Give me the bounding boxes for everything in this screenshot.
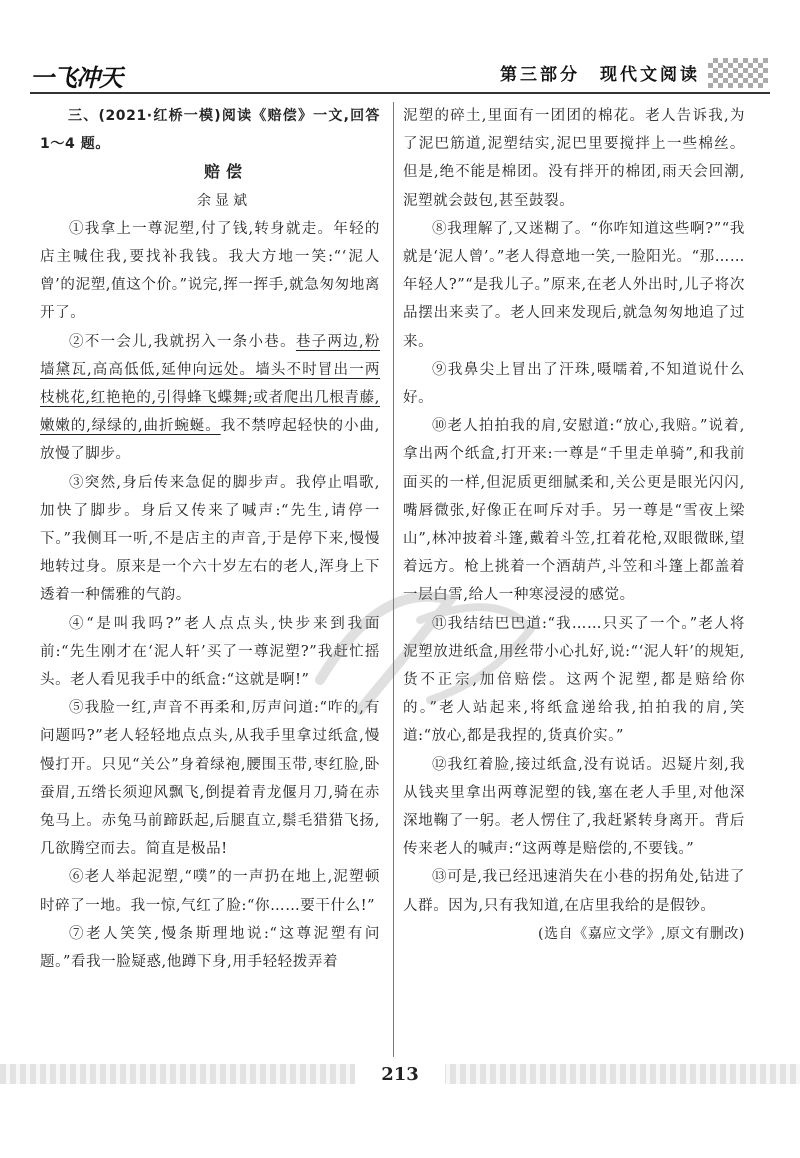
paragraph-13: ⑬可是,我已经迅速消失在小巷的拐角处,钻进了人群。因为,只有我知道,在店里我给的是假钞。 — [403, 869, 745, 914]
column-divider — [393, 102, 394, 1057]
paragraph-12: ⑫我红着脸,接过纸盒,没有说话。迟疑片刻,我从钱夹里拿出两尊泥塑的钱,塞在老人手里,对他深深地鞠了一躬。老人愣住了,我赶紧转身离开。背后传来老人的喊声:“这两尊是赔偿的,不要钱。” — [403, 756, 745, 858]
paragraph-9: ⑨我鼻尖上冒出了汗珠,嗫嚅着,不知道说什么好。 — [403, 361, 745, 407]
paragraph-5: ⑤我脸一红,声音不再柔和,厉声问道:“咋的,有问题吗?”老人轻轻地点点头,从我手里拿过纸盒,慢慢打开。只见“关公”身着绿袍,腰围玉带,枣红脸,卧蚕眉,五绺长须迎风飘飞,倒提着青龙偃月刀,骑在赤兔马上。赤兔马前蹄跃起,后腿直立,鬃毛猎猎飞扬,几欲腾空而去。简直是极品! — [40, 700, 380, 858]
source-citation: (选自《嘉应文学》,原文有删改) — [538, 925, 745, 942]
underlined-passage: 巷子两边,粉墙黛瓦,高高低低,延伸向远处。墙头不时冒出一两枝桃花,红艳艳的,引得蜂飞蝶舞;或者爬出几根青藤,嫩嫩的,绿绿的,曲折蜿蜒。 — [40, 333, 381, 435]
paragraph-8: ⑧我理解了,又迷糊了。“你咋知道这些啊?”“我就是‘泥人曾’。”老人得意地一笑,一脸阳光。“那……年轻人?”“是我儿子。”原来,在老人外出时,儿子将次品摆出来卖了。老人回来发现后,就急匆匆地追了过来。 — [403, 220, 745, 350]
paragraph-4: ④“是叫我吗?”老人点点头,快步来到我面前:“先生刚才在‘泥人轩’买了一尊泥塑?”我赶忙摇头。老人看见我手中的纸盒:“这就是啊!” — [40, 615, 380, 689]
paragraph-1: ①我拿上一尊泥塑,付了钱,转身就走。年轻的店主喊住我,要找补我钱。我大方地一笑:“‘泥人曾’的泥塑,值这个价。”说完,挥一挥手,就急匆匆地离开了。 — [40, 220, 380, 322]
paragraph-2-end: 我不禁哼起轻快的小曲,放慢了脚步。 — [40, 418, 380, 463]
section-title: 第三部分 现代文阅读 — [500, 65, 700, 85]
paragraph-3: ③突然,身后传来急促的脚步声。我停止唱歌,加快了脚步。身后又传来了喊声:“先生,请停一下。”我侧耳一听,不是店主的声音,于是停下来,慢慢地转过身。原来是一个六十岁左右的老人,浑身上下透着一种儒雅的气韵。 — [40, 474, 380, 604]
paragraph-7: ⑦老人笑笑,慢条斯理地说:“这尊泥塑有问题。”看我一脸疑惑,他蹲下身,用手轻轻拨弄着 — [40, 925, 380, 971]
page-number: 213 — [355, 1060, 445, 1090]
left-column — [40, 102, 380, 976]
brand-logo: 一飞冲天 — [30, 64, 122, 92]
paragraph-6: ⑥老人举起泥塑,“噗”的一声扔在地上,泥塑顿时碎了一地。我一惊,气红了脸:“你……要干什么!” — [40, 869, 380, 914]
paragraph-11: ⑪我结结巴巴道:“我……只买了一个。”老人将泥塑放进纸盒,用丝带小心扎好,说:“‘泥人轩’的规矩,货不正宗,加倍赔偿。这两个泥塑,都是赔给你的。”老人站起来,将纸盒递给我,拍拍我的肩,笑道:“放心,都是我捏的,货真价实。” — [403, 615, 745, 745]
article-author: 余显斌 — [197, 192, 251, 209]
paragraph-10: ⑩老人拍拍我的肩,安慰道:“放心,我赔。”说着,拿出两个纸盒,打开来:一尊是“千里走单骑”,和我前面买的一样,但泥质更细腻柔和,关公更是眼光闪闪,嘴唇微张,好像正在呵斥对手。另一尊是“雪夜上梁山”,林冲披着斗篷,戴着斗笠,扛着花枪,双眼微眯,望着远方。枪上挑着一个酒葫芦,斗笠和斗篷上都盖着一层白雪,给人一种寒浸浸的感觉。 — [403, 418, 745, 604]
page-header — [30, 58, 770, 94]
paragraph-2-start: ②不一会儿,我就拐入一条小巷。 — [69, 333, 296, 350]
question-heading: 三、(2021·红桥一模)阅读《赔偿》一文,回答 1～4 题。 — [40, 108, 380, 153]
right-column — [403, 102, 745, 948]
paragraph-2 — [40, 328, 380, 469]
paragraph-7-continued: 泥塑的碎土,里面有一团团的棉花。老人告诉我,为了泥巴筋道,泥塑结实,泥巴里要搅拌上一些棉丝。但是,绝不能是棉团。没有拌开的棉团,雨天会回潮,泥塑就会鼓包,甚至鼓裂。 — [403, 108, 745, 209]
article-title: 赔偿 — [203, 162, 248, 182]
header-rule — [30, 92, 770, 94]
checker-decoration-icon — [708, 58, 768, 88]
